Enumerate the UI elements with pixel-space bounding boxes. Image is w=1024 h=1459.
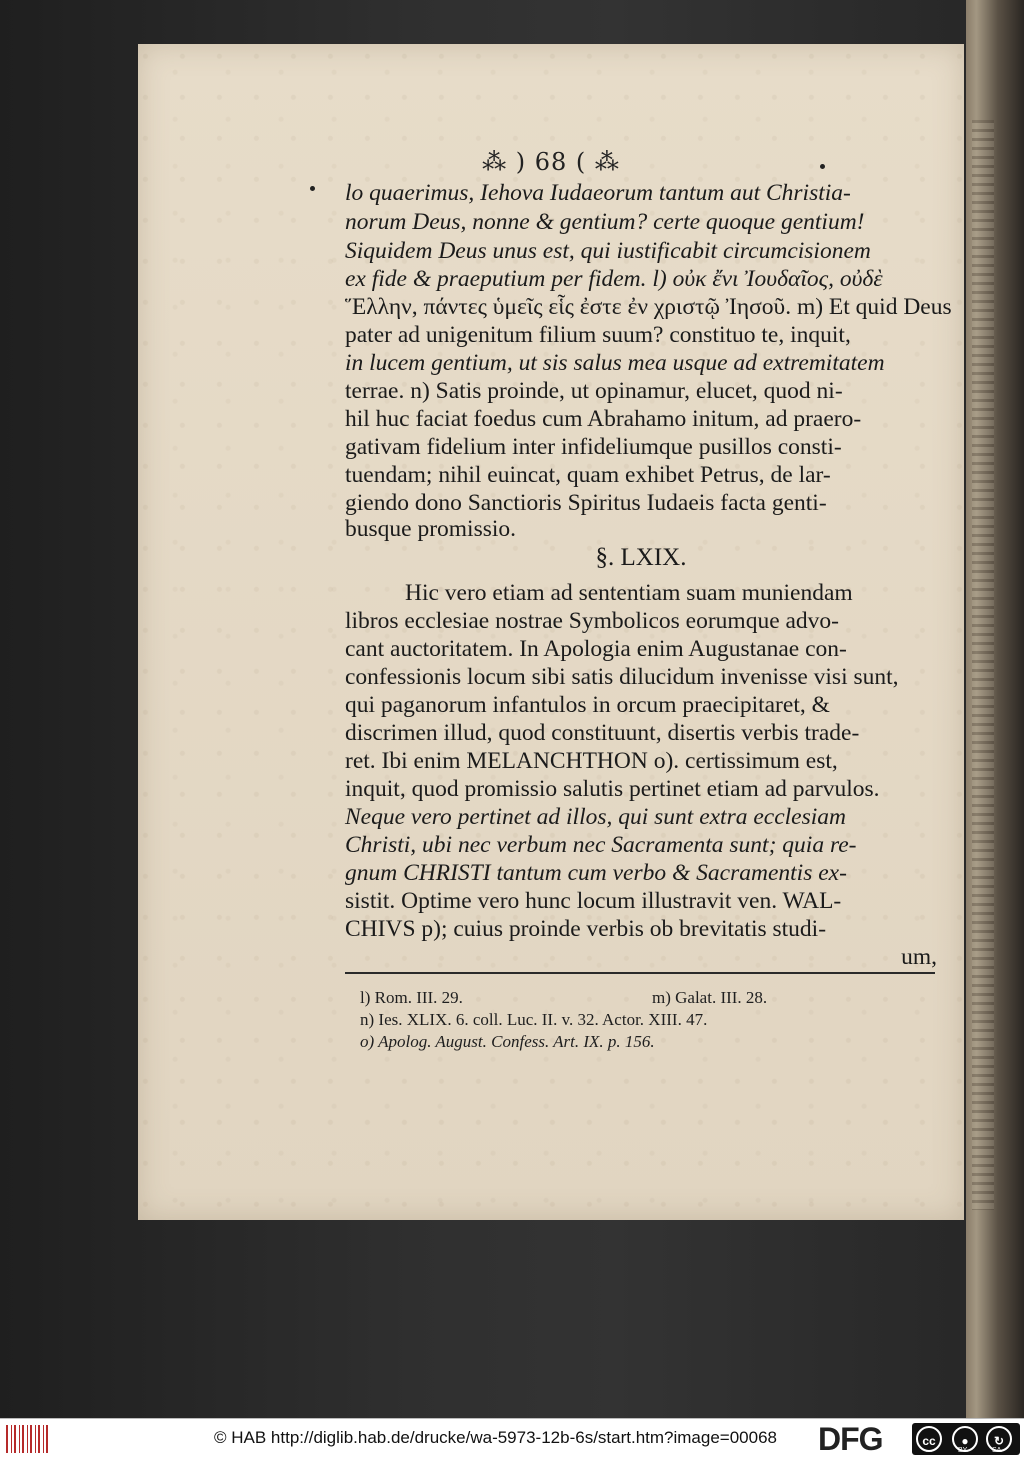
attribution-icon: ● (952, 1426, 978, 1452)
text-line-8: terrae. n) Satis proinde, ut opinamur, elucet, quod ni- (345, 378, 843, 404)
cc-icon: cc (916, 1426, 942, 1452)
text-line-24: gnum CHRISTI tantum cum verbo & Sacramentis ex- (345, 860, 847, 886)
text-line-10: gativam fidelium inter infideliumque pusillos consti- (345, 434, 842, 460)
text-line-12: giendo dono Sanctioris Spiritus Iudaeis facta genti- (345, 490, 827, 516)
sa-label: SA (992, 1447, 1002, 1454)
page-header: ⁂ ) 68 ( ⁂ (482, 148, 620, 176)
adjacent-page-edge (966, 0, 1024, 1418)
footnote-o: o) Apolog. August. Confess. Art. IX. p. 156. (360, 1032, 655, 1051)
cc-license-badge[interactable] (912, 1423, 1020, 1455)
text-line-17: confessionis locum sibi satis dilucidum invenisse visi sunt, (345, 664, 899, 690)
footnote-m: m) Galat. III. 28. (652, 988, 768, 1007)
text-line-16: cant auctoritatem. In Apologia enim Augustanae con- (345, 636, 847, 662)
text-line-23: Christi, ubi nec verbum nec Sacramenta sunt; quia re- (345, 832, 857, 858)
text-line-1: lo quaerimus, Iehova Iudaeorum tantum aut Christia- (345, 180, 851, 206)
share-alike-icon: ↻ (986, 1426, 1012, 1452)
text-line-18: qui paganorum infantulos in orcum praecipitaret, & (345, 692, 830, 718)
barcode-icon (6, 1425, 48, 1453)
footnote-n: n) Ies. XLIX. 6. coll. Luc. II. v. 32. Actor. XIII. 47. (360, 1010, 708, 1029)
text-line-6: pater ad unigenitum filium suum? constituo te, inquit, (345, 322, 851, 348)
text-line-26: CHIVS p); cuius proinde verbis ob brevitatis studi- (345, 916, 827, 942)
text-line-9: hil huc faciat foedus cum Abrahamo initum, ad praero- (345, 406, 862, 432)
text-line-19: discrimen illud, quod constituunt, disertis verbis trade- (345, 720, 860, 746)
section-heading: §. LXIX. (595, 544, 687, 571)
text-line-5: Ἕλλην, πάντες ὑμεῖς εἷς ἐστε ἐν χριστῷ Ἰησοῦ. m) Et quid Deus (345, 294, 952, 320)
ink-dot (310, 186, 315, 191)
text-line-7: in lucem gentium, ut sis salus mea usque ad extremitatem (345, 350, 885, 376)
page-edge-strip (972, 120, 994, 1210)
text-line-22: Neque vero pertinet ad illos, qui sunt extra ecclesiam (345, 804, 847, 830)
text-line-13: busque promissio. (345, 516, 517, 542)
text-line-14: Hic vero etiam ad sententiam suam muniendam (405, 580, 853, 606)
footnote-rule (345, 972, 935, 974)
text-line-20: ret. Ibi enim MELANCHTHON o). certissimum est, (345, 748, 838, 774)
text-line-4: ex fide & praeputium per fidem. l) οὐκ ἔνι Ἰουδαῖος, οὐδὲ (345, 266, 883, 292)
text-line-11: tuendam; nihil euincat, quam exhibet Petrus, de lar- (345, 462, 831, 488)
text-line-15: libros ecclesiae nostrae Symbolicos eorumque advo- (345, 608, 840, 634)
footnote-l: l) Rom. III. 29. (360, 988, 463, 1007)
text-line-3: Siquidem Deus unus est, qui iustificabit circumcisionem (345, 238, 871, 264)
catchword: um, (901, 944, 937, 970)
text-line-2: norum Deus, nonne & gentium? certe quoque gentium! (345, 209, 865, 235)
footer-bar (0, 1418, 1024, 1459)
by-label: BY (958, 1447, 968, 1454)
source-link[interactable]: © HAB http://diglib.hab.de/drucke/wa-5973-12b-6s/start.htm?image=00068 (214, 1428, 777, 1447)
ink-dot (820, 164, 825, 169)
text-line-21: inquit, quod promissio salutis pertinet etiam ad parvulos. (345, 776, 880, 802)
dfg-logo: DFG (818, 1421, 883, 1457)
text-line-25: sistit. Optime vero hunc locum illustravit ven. WAL- (345, 888, 842, 914)
